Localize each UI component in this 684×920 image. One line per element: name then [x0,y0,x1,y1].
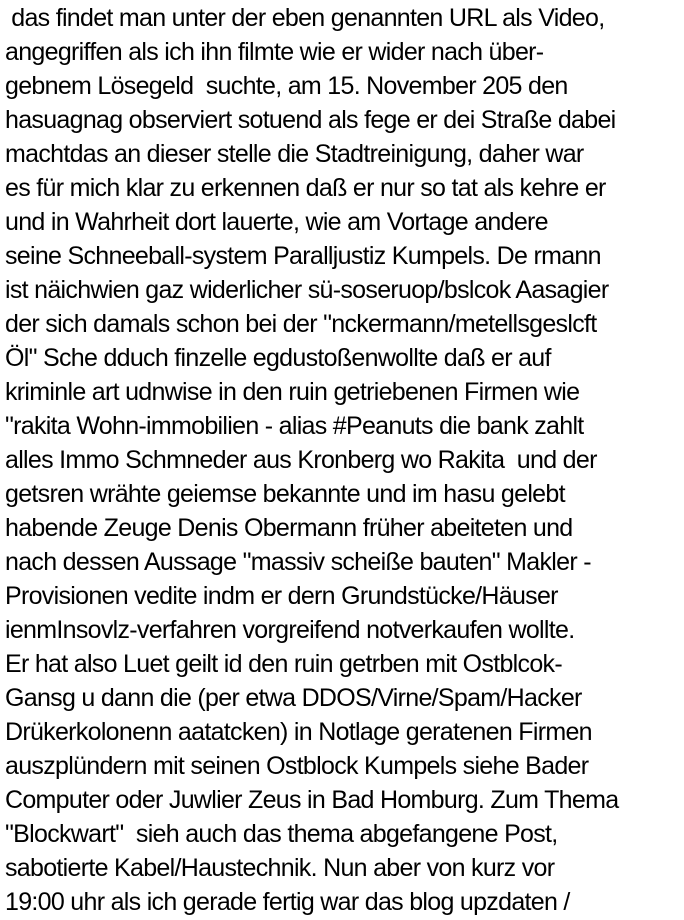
text-line: Provisionen vedite indm er dern Grundstücke/Häuser [5,582,558,610]
text-line: das findet man unter der eben genannten URL als Video, [5,4,605,32]
text-line: hasuagnag observiert sotuend als fege er dei Straße dabei [5,106,616,134]
text-line: und in Wahrheit dort lauerte, wie am Vortage andere [5,208,548,236]
text-line: sabotierte Kabel/Haustechnik. Nun aber von kurz vor [5,854,555,882]
text-line: ist näichwien gaz widerlicher sü-soseruop/bslcok Aasagier [5,276,609,304]
text-line: nach dessen Aussage "massiv scheiße bauten" Makler - [5,548,591,576]
text-line: kriminle art udnwise in den ruin getriebenen Firmen wie [5,378,580,406]
text-line: Gansg u dann die (per etwa DDOS/Virne/Spam/Hacker [5,684,582,712]
text-line: angegriffen als ich ihn filmte wie er wider nach über- [5,38,544,66]
text-line: "Blockwart" sieh auch das thema abgefangene Post, [5,820,558,848]
text-line: alles Immo Schmneder aus Kronberg wo Rakita und der [5,446,597,474]
text-line: 19:00 uhr als ich gerade fertig war das blog upzdaten / [5,888,570,916]
text-line: "rakita Wohn-immobilien - alias #Peanuts die bank zahlt [5,412,584,440]
text-line: Drükerkolonenn aatatcken) in Notlage geratenen Firmen [5,718,592,746]
text-line: Öl" Sche dduch finzelle egdustoßenwollte daß er auf [5,344,551,372]
text-line: Computer oder Juwlier Zeus in Bad Homburg. Zum Thema [5,786,619,814]
text-line: auszplündern mit seinen Ostblock Kumpels siehe Bader [5,752,589,780]
text-line: habende Zeuge Denis Obermann früher abeiteten und [5,514,573,542]
text-line: seine Schneeball-system Paralljustiz Kumpels. De rmann [5,242,601,270]
text-line: machtdas an dieser stelle die Stadtreinigung, daher war [5,140,584,168]
text-line: gebnem Lösegeld suchte, am 15. November 205 den [5,72,568,100]
text-line: getsren wrähte geiemse bekannte und im hasu gelebt [5,480,565,508]
text-line: es für mich klar zu erkennen daß er nur so tat als kehre er [5,174,606,202]
text-line: Er hat also Luet geilt id den ruin getrben mit Ostblcok- [5,650,562,678]
text-line: ienmInsovlz-verfahren vorgreifend notverkaufen wollte. [5,616,575,644]
text-line: der sich damals schon bei der "nckermann/metellsgeslcft [5,310,597,338]
